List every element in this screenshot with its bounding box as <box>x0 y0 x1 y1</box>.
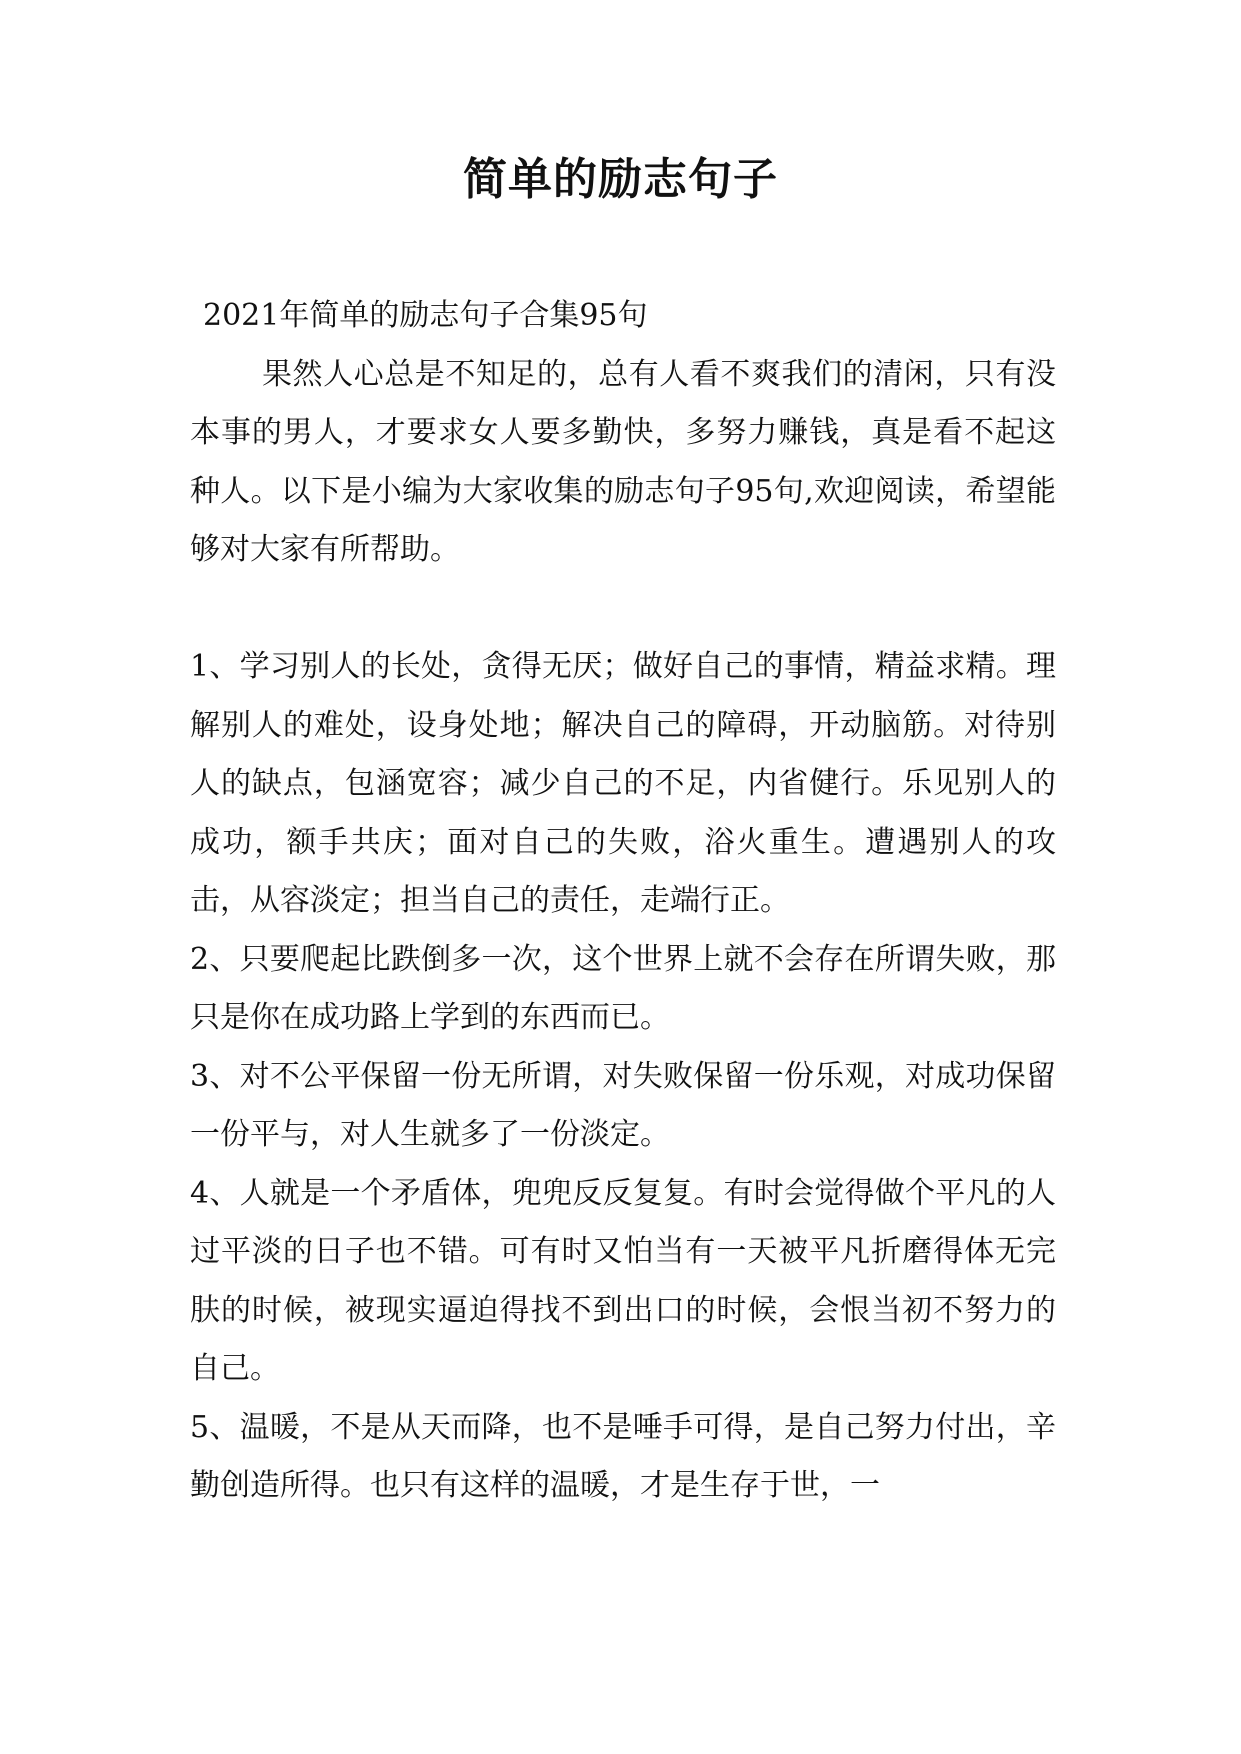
list-item: 3、对不公平保留一份无所谓，对失败保留一份乐观，对成功保留一份平与，对人生就多了一份淡定。 <box>190 1058 1056 1152</box>
document-body <box>190 287 1056 1516</box>
list-item: 1、学习别人的长处，贪得无厌；做好自己的事情，精益求精。理解别人的难处，设身处地；解决自己的障碍，开动脑筋。对待别人的缺点，包涵宽容；减少自己的不足，内省健行。乐见别人的成功，额手共庆；面对自己的失败，浴火重生。遭遇别人的攻击，从容淡定；担当自己的责任，走端行正。 <box>190 649 1056 918</box>
list-item: 5、温暖，不是从天而降，也不是唾手可得，是自己努力付出，辛勤创造所得。也只有这样的温暖，才是生存于世，一 <box>190 1409 1056 1503</box>
list-item: 4、人就是一个矛盾体，兜兜反反复复。有时会觉得做个平凡的人过平淡的日子也不错。可有时又怕当有一天被平凡折磨得体无完肤的时候，被现实逼迫得找不到出口的时候，会恨当初不努力的自己。 <box>190 1175 1056 1386</box>
document-title: 简单的励志句子 <box>463 154 778 205</box>
paragraph-spacer <box>190 580 1056 639</box>
document-subtitle: 2021年简单的励志句子合集95句 <box>203 298 648 333</box>
intro-paragraph: 果然人心总是不知足的，总有人看不爽我们的清闲，只有没本事的男人，才要求女人要多勤快，多努力赚钱，真是看不起这种人。以下是小编为大家收集的励志句子95句,欢迎阅读，希望能够对大家有所帮助。 <box>190 356 1056 567</box>
list-item: 2、只要爬起比跌倒多一次，这个世界上就不会存在所谓失败，那只是你在成功路上学到的东西而已。 <box>190 941 1056 1035</box>
